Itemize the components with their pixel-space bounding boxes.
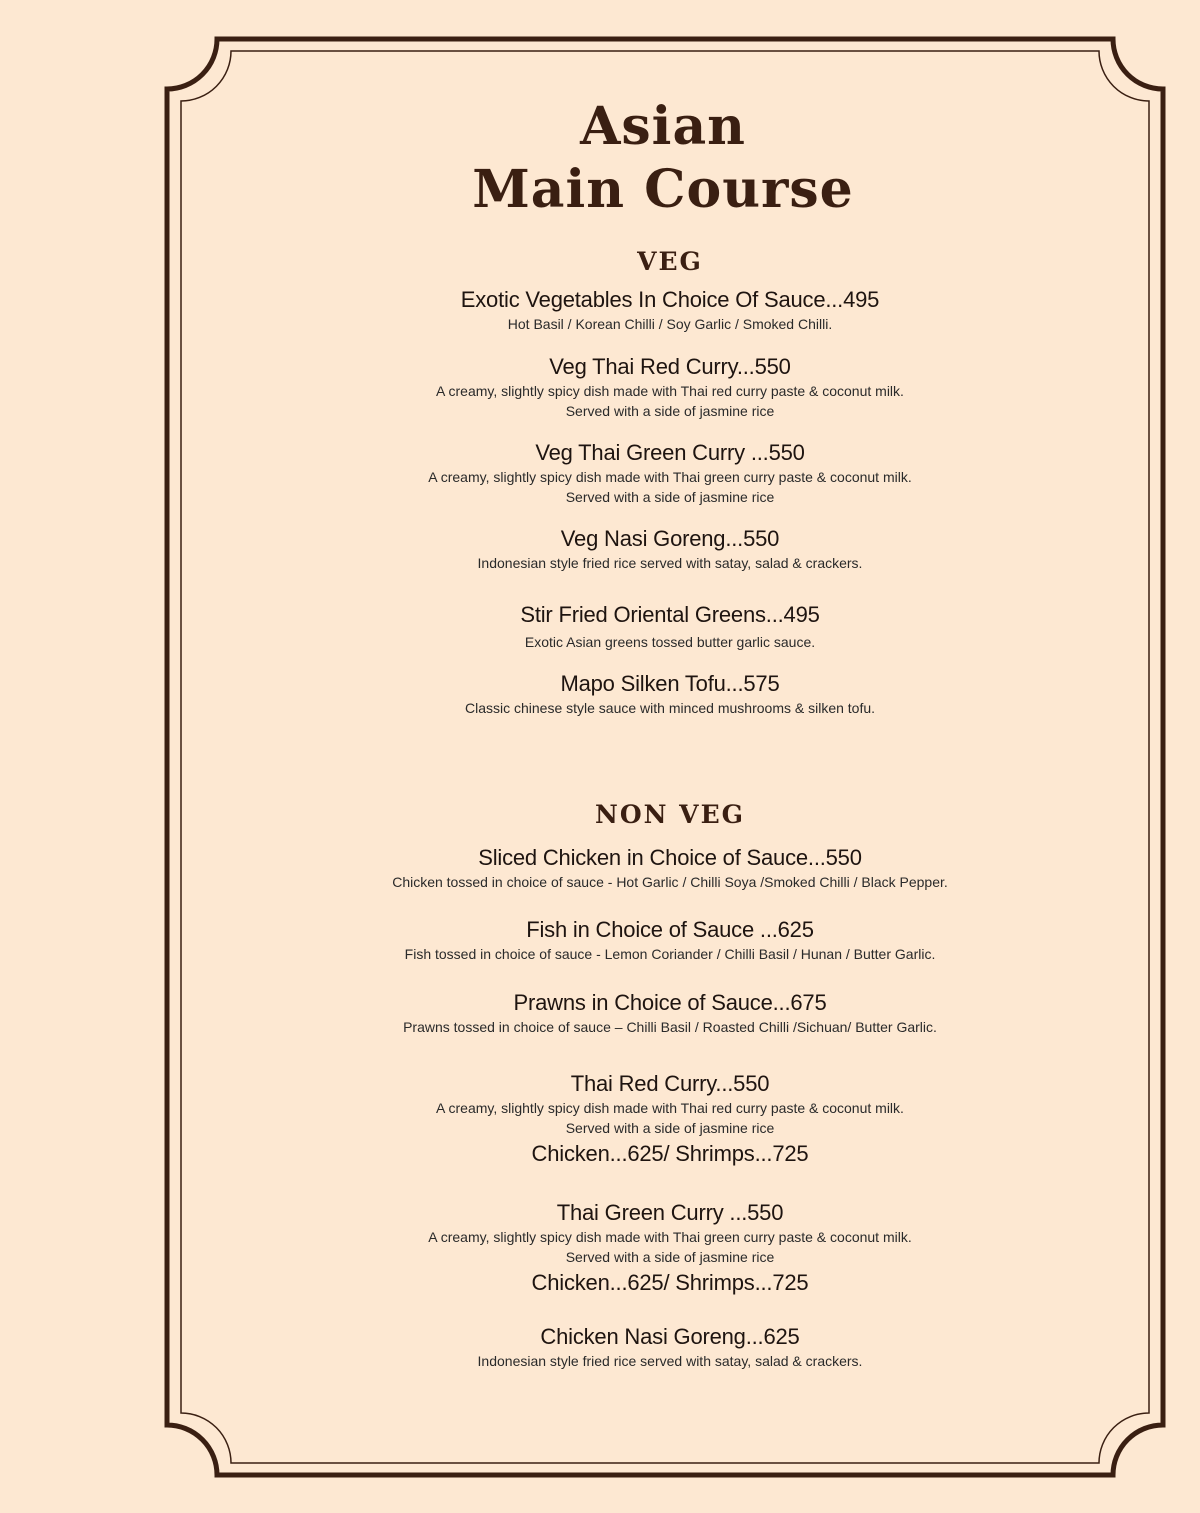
item-description: Indonesian style fried rice served with satay, salad & crackers. [477, 555, 863, 571]
item-name: Veg Thai Red Curry...550 [549, 354, 791, 379]
menu-item [170, 601, 1170, 652]
item-description: Indonesian style fried rice served with satay, salad & crackers. [477, 1353, 863, 1369]
item-name: Veg Nasi Goreng...550 [560, 526, 780, 551]
item-description: Served with a side of jasmine rice [565, 1249, 775, 1265]
item-description: Prawns tossed in choice of sauce – Chilli Basil / Roasted Chilli /Sichuan/ Butter Garlic. [403, 1019, 937, 1035]
item-name: Veg Thai Green Curry ...550 [535, 440, 805, 465]
item-description: Served with a side of jasmine rice [565, 403, 775, 419]
item-variant-prices: Chicken...625/ Shrimps...725 [531, 1141, 809, 1166]
section-heading-non-veg: NON VEG [595, 800, 745, 829]
item-name: Sliced Chicken in Choice of Sauce...550 [478, 845, 862, 870]
item-name: Thai Red Curry...550 [570, 1071, 770, 1096]
menu-item [170, 1323, 1170, 1371]
title-line-2: Main Course [472, 159, 854, 220]
item-description: Classic chinese style sauce with minced mushrooms & silken tofu. [464, 700, 876, 716]
menu-item [170, 670, 1170, 718]
menu-item [170, 1199, 1170, 1297]
item-description: Fish tossed in choice of sauce - Lemon Coriander / Chilli Basil / Hunan / Butter Garlic. [404, 946, 936, 962]
item-name: Thai Green Curry ...550 [556, 1200, 784, 1225]
menu-item [170, 844, 1170, 892]
item-name: Stir Fried Oriental Greens...495 [520, 602, 820, 627]
item-description: A creamy, slightly spicy dish made with Thai red curry paste & coconut milk. [436, 383, 904, 399]
item-name: Mapo Silken Tofu...575 [560, 671, 780, 696]
item-name: Fish in Choice of Sauce ...625 [526, 917, 814, 942]
item-description: Hot Basil / Korean Chilli / Soy Garlic / Smoked Chilli. [507, 316, 833, 332]
menu-item [170, 286, 1170, 334]
item-description: A creamy, slightly spicy dish made with Thai red curry paste & coconut milk. [436, 1100, 904, 1116]
title-line-1: Asian [580, 96, 746, 157]
menu-item [170, 916, 1170, 964]
section-heading-veg: VEG [637, 247, 703, 276]
menu-item [170, 989, 1170, 1037]
item-name: Prawns in Choice of Sauce...675 [513, 990, 827, 1015]
menu-item [170, 1070, 1170, 1168]
item-name: Chicken Nasi Goreng...625 [540, 1324, 800, 1349]
item-description: Chicken tossed in choice of sauce - Hot Garlic / Chilli Soya /Smoked Chilli / Black Pepper. [392, 874, 948, 890]
menu-item [170, 439, 1170, 507]
item-name: Exotic Vegetables In Choice Of Sauce...495 [460, 287, 880, 312]
item-description: A creamy, slightly spicy dish made with Thai green curry paste & coconut milk. [428, 469, 912, 485]
item-description: Served with a side of jasmine rice [565, 489, 775, 505]
item-variant-prices: Chicken...625/ Shrimps...725 [531, 1270, 809, 1295]
item-description: Exotic Asian greens tossed butter garlic sauce. [524, 634, 816, 650]
item-description: A creamy, slightly spicy dish made with Thai green curry paste & coconut milk. [428, 1229, 912, 1245]
item-description: Served with a side of jasmine rice [565, 1120, 775, 1136]
menu-item [170, 525, 1170, 573]
menu-item [170, 353, 1170, 421]
